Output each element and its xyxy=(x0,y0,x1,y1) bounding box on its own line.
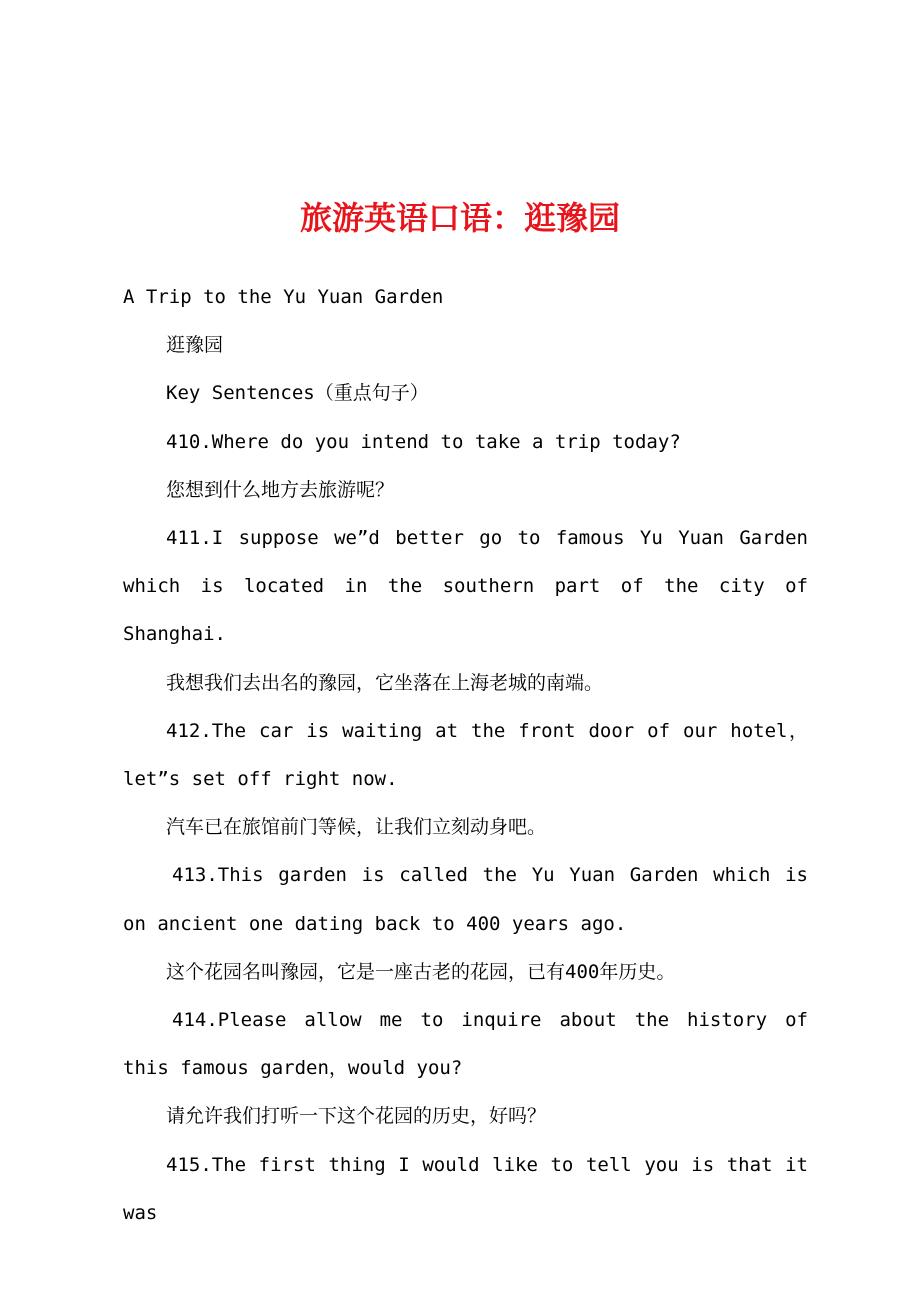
sentence-412-en: 412.The car is waiting at the front door of our hotel，let”s set off right now. xyxy=(123,719,808,791)
paragraph-key-sentences: Key Sentences（重点句子） xyxy=(166,382,429,405)
sentence-414-en: 414.Please allow me to inquire about the history of this famous garden，would you? xyxy=(123,1009,808,1080)
sentence-413-zh: 这个花园名叫豫园，它是一座古老的花园，已有400年历史。 xyxy=(166,960,676,983)
sentence-410-zh: 您想到什么地方去旅游呢？ xyxy=(166,478,395,501)
sentence-410-en: 410.Where do you intend to take a trip today? xyxy=(166,430,681,453)
sentence-413-en: 413.This garden is called the Yu Yuan Garden which is on ancient one dating back to 400 years ago. xyxy=(123,864,808,935)
sentence-415-en: 415.The first thing I would like to tell you is that it was xyxy=(123,1153,808,1224)
sentence-414-zh: 请允许我们打听一下这个花园的历史，好吗？ xyxy=(166,1105,547,1128)
sentence-411-en: 411.I suppose we”d better go to famous Yu Yuan Garden which is located in the southern part of the city of Shanghai. xyxy=(123,527,808,646)
sentence-411-zh: 我想我们去出名的豫园，它坐落在上海老城的南端。 xyxy=(166,671,604,694)
paragraph-heading-en: A Trip to the Yu Yuan Garden xyxy=(123,286,444,308)
paragraph-heading-zh: 逛豫园 xyxy=(166,334,224,357)
document-title: 旅游英语口语：逛豫园 xyxy=(299,199,620,237)
sentence-412-zh: 汽车已在旅馆前门等候，让我们立刻动身吧。 xyxy=(166,816,547,839)
document-body xyxy=(123,273,808,1237)
